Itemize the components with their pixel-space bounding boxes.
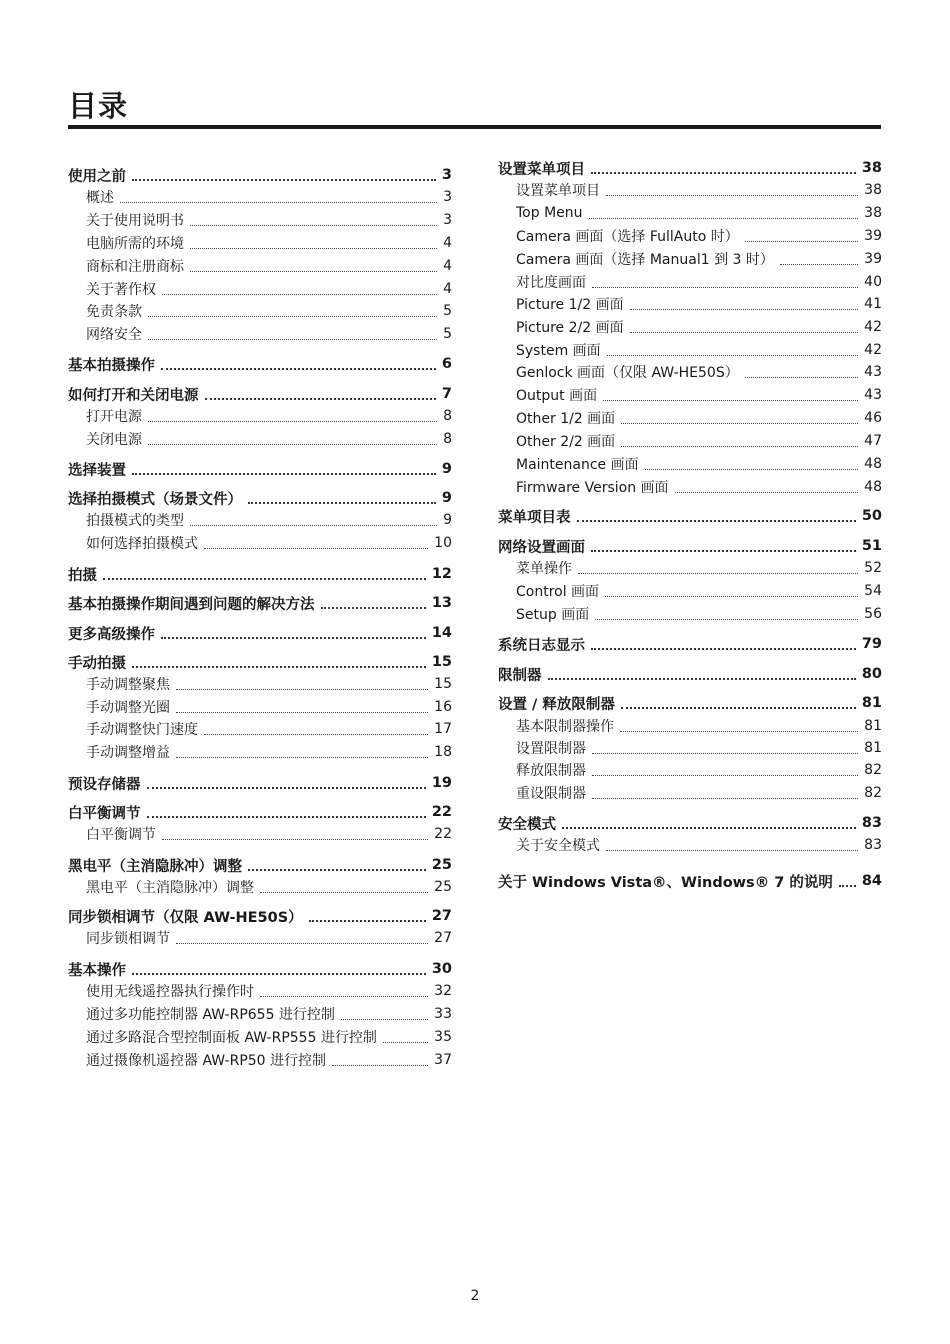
toc-entry-page: 5 xyxy=(443,303,452,319)
dot-leader xyxy=(548,672,856,680)
dot-leader xyxy=(562,821,856,829)
toc-entry-page: 3 xyxy=(443,189,452,205)
toc-entry-page: 9 xyxy=(441,461,452,477)
dot-leader xyxy=(780,258,858,265)
toc-entry-page: 83 xyxy=(861,815,882,831)
toc-entry-page: 40 xyxy=(864,274,882,290)
dot-leader xyxy=(176,937,428,944)
toc-entry-page: 82 xyxy=(864,785,882,801)
dot-leader xyxy=(321,601,426,609)
toc-entry-title: 基本操作 xyxy=(68,962,126,979)
dot-leader xyxy=(595,613,858,620)
dot-leader xyxy=(630,326,859,333)
toc-sub-entry[interactable] xyxy=(498,430,882,452)
toc-entry-title: 基本限制器操作 xyxy=(516,719,614,735)
toc-heading-entry[interactable] xyxy=(68,801,452,823)
toc-sub-entry[interactable] xyxy=(68,232,452,254)
toc-entry-title: 拍摄 xyxy=(68,567,97,584)
toc-entry-page: 46 xyxy=(864,410,882,426)
toc-entry-page: 3 xyxy=(443,212,452,228)
toc-entry-page: 22 xyxy=(434,826,452,842)
toc-heading-entry[interactable] xyxy=(498,157,882,179)
toc-sub-entry[interactable] xyxy=(498,580,882,602)
toc-entry-title: 如何打开和关闭电源 xyxy=(68,387,199,404)
toc-entry-title: 商标和注册商标 xyxy=(86,259,184,275)
toc-entry-page: 82 xyxy=(864,762,882,778)
toc-entry-page: 19 xyxy=(431,775,452,791)
toc-entry-page: 4 xyxy=(443,235,452,251)
dot-leader xyxy=(132,967,426,975)
dot-leader xyxy=(591,166,856,174)
toc-sub-entry[interactable] xyxy=(498,384,882,406)
dot-leader xyxy=(606,189,858,196)
toc-heading-entry[interactable] xyxy=(68,383,452,405)
toc-sub-entry[interactable] xyxy=(498,759,882,781)
dot-leader xyxy=(132,173,436,181)
toc-entry-title: Camera 画面（选择 FullAuto 时） xyxy=(516,229,739,245)
toc-sub-entry[interactable] xyxy=(68,428,452,450)
toc-entry-title: 系统日志显示 xyxy=(498,637,585,654)
toc-entry-title: 使用之前 xyxy=(68,168,126,185)
toc-heading-entry[interactable] xyxy=(68,622,452,644)
page-number: 2 xyxy=(470,1288,480,1304)
toc-entry-title: 更多高级操作 xyxy=(68,626,155,643)
dot-leader xyxy=(132,467,436,475)
dot-leader xyxy=(148,333,437,340)
toc-entry-page: 42 xyxy=(864,319,882,335)
dot-leader xyxy=(630,303,859,310)
dot-leader xyxy=(190,265,437,272)
dot-leader xyxy=(606,844,858,851)
toc-entry-page: 30 xyxy=(431,961,452,977)
toc-entry-title: 关于 Windows Vista®、Windows® 7 的说明 xyxy=(498,874,833,891)
dot-leader xyxy=(120,196,437,203)
toc-entry-title: 手动调整快门速度 xyxy=(86,722,198,738)
toc-entry-page: 81 xyxy=(864,718,882,734)
dot-leader xyxy=(161,631,426,639)
toc-entry-title: 选择装置 xyxy=(68,462,126,479)
toc-heading-entry[interactable] xyxy=(68,353,452,375)
dot-leader xyxy=(839,879,856,887)
dot-leader xyxy=(103,572,426,580)
toc-sub-entry[interactable] xyxy=(498,339,882,361)
toc-entry-page: 25 xyxy=(434,879,452,895)
toc-sub-entry[interactable] xyxy=(68,209,452,231)
dot-leader xyxy=(309,914,426,922)
toc-entry-page: 39 xyxy=(864,228,882,244)
dot-leader xyxy=(603,394,858,401)
toc-entry-title: 选择拍摄模式（场景文件） xyxy=(68,491,242,508)
toc-entry-title: 重设限制器 xyxy=(516,786,586,802)
toc-entry-page: 7 xyxy=(441,386,452,402)
toc-sub-entry[interactable] xyxy=(498,225,882,247)
toc-entry-page: 16 xyxy=(434,699,452,715)
toc-entry-page: 79 xyxy=(861,636,882,652)
dot-leader xyxy=(675,486,859,493)
toc-sub-entry[interactable] xyxy=(498,453,882,475)
toc-heading-entry[interactable] xyxy=(498,633,882,655)
toc-entry-page: 9 xyxy=(441,490,452,506)
dot-leader xyxy=(248,863,426,871)
toc-heading-entry[interactable] xyxy=(68,958,452,980)
toc-entry-page: 51 xyxy=(861,538,882,554)
toc-entry-page: 27 xyxy=(434,930,452,946)
dot-leader xyxy=(248,496,436,504)
toc-entry-title: Other 1/2 画面 xyxy=(516,411,616,427)
toc-entry-title: 通过摄像机遥控器 AW-RP50 进行控制 xyxy=(86,1053,327,1069)
toc-sub-entry[interactable] xyxy=(68,300,452,322)
toc-entry-page: 41 xyxy=(864,296,882,312)
toc-sub-entry[interactable] xyxy=(68,186,452,208)
toc-entry-page: 6 xyxy=(441,356,452,372)
dot-leader xyxy=(592,281,858,288)
toc-sub-entry[interactable] xyxy=(68,255,452,277)
toc-sub-entry[interactable] xyxy=(68,1026,452,1048)
toc-entry-page: 25 xyxy=(431,857,452,873)
dot-leader xyxy=(592,747,858,754)
page-title: 目录 xyxy=(68,89,129,123)
dot-leader xyxy=(148,415,437,422)
toc-entry-title: 打开电源 xyxy=(86,409,142,425)
toc-entry-page: 8 xyxy=(443,408,452,424)
toc-sub-entry[interactable] xyxy=(498,782,882,804)
toc-entry-page: 37 xyxy=(434,1052,452,1068)
toc-entry-title: Setup 画面 xyxy=(516,607,590,623)
toc-heading-entry[interactable] xyxy=(498,870,882,892)
toc-entry-title: 网络设置画面 xyxy=(498,539,585,556)
dot-leader xyxy=(190,519,437,526)
toc-entry-title: Maintenance 画面 xyxy=(516,457,639,473)
dot-leader xyxy=(592,769,858,776)
toc-entry-title: 设置菜单项目 xyxy=(516,183,600,199)
toc-entry-title: 拍摄模式的类型 xyxy=(86,513,184,529)
toc-heading-entry[interactable] xyxy=(498,663,882,685)
toc-sub-entry[interactable] xyxy=(498,316,882,338)
toc-entry-page: 48 xyxy=(864,456,882,472)
toc-entry-title: Picture 2/2 画面 xyxy=(516,320,624,336)
toc-entry-title: 关于著作权 xyxy=(86,282,156,298)
toc-heading-entry[interactable] xyxy=(498,812,882,834)
toc-entry-page: 52 xyxy=(864,560,882,576)
toc-heading-entry[interactable] xyxy=(498,505,882,527)
toc-heading-entry[interactable] xyxy=(68,563,452,585)
dot-leader xyxy=(162,833,428,840)
dot-leader xyxy=(161,362,436,370)
toc-entry-title: 设置限制器 xyxy=(516,741,586,757)
toc-entry-page: 43 xyxy=(864,364,882,380)
toc-sub-entry[interactable] xyxy=(68,718,452,740)
toc-entry-title: 白平衡调节 xyxy=(86,827,156,843)
toc-entry-page: 47 xyxy=(864,433,882,449)
dot-leader xyxy=(204,728,428,735)
dot-leader xyxy=(745,371,858,378)
toc-entry-title: 同步锁相调节（仅限 AW-HE50S） xyxy=(68,909,303,926)
toc-entry-page: 4 xyxy=(443,258,452,274)
toc-entry-page: 56 xyxy=(864,606,882,622)
toc-entry-title: 白平衡调节 xyxy=(68,805,141,822)
toc-heading-entry[interactable] xyxy=(498,692,882,714)
dot-leader xyxy=(132,660,426,668)
dot-leader xyxy=(260,886,428,893)
dot-leader xyxy=(190,219,437,226)
toc-entry-title: 使用无线遥控器执行操作时 xyxy=(86,984,254,1000)
toc-heading-entry[interactable] xyxy=(68,458,452,480)
toc-sub-entry[interactable] xyxy=(68,696,452,718)
dot-leader xyxy=(204,542,428,549)
toc-sub-entry[interactable] xyxy=(68,1003,452,1025)
toc-heading-entry[interactable] xyxy=(68,592,452,614)
dot-leader xyxy=(176,683,428,690)
dot-leader xyxy=(591,642,856,650)
toc-sub-entry[interactable] xyxy=(498,248,882,270)
toc-entry-page: 38 xyxy=(864,182,882,198)
toc-entry-title: 预设存储器 xyxy=(68,776,141,793)
toc-entry-title: 菜单操作 xyxy=(516,561,572,577)
toc-entry-page: 12 xyxy=(431,566,452,582)
toc-sub-entry[interactable] xyxy=(498,715,882,737)
toc-entry-title: 手动调整光圈 xyxy=(86,700,170,716)
toc-entry-page: 10 xyxy=(434,535,452,551)
toc-entry-page: 5 xyxy=(443,326,452,342)
toc-sub-entry[interactable] xyxy=(498,271,882,293)
toc-sub-entry[interactable] xyxy=(498,557,882,579)
toc-entry-title: 设置 / 释放限制器 xyxy=(498,696,615,713)
toc-sub-entry[interactable] xyxy=(68,741,452,763)
toc-sub-entry[interactable] xyxy=(498,202,882,224)
toc-sub-entry[interactable] xyxy=(498,737,882,759)
toc-entry-page: 18 xyxy=(434,744,452,760)
toc-entry-page: 38 xyxy=(861,160,882,176)
dot-leader xyxy=(589,212,859,219)
toc-entry-page: 4 xyxy=(443,281,452,297)
toc-entry-title: Control 画面 xyxy=(516,584,600,600)
toc-sub-entry[interactable] xyxy=(498,407,882,429)
toc-entry-page: 50 xyxy=(861,508,882,524)
title-rule xyxy=(68,125,881,129)
toc-entry-title: 通过多路混合型控制面板 AW-RP555 进行控制 xyxy=(86,1030,377,1046)
toc-entry-page: 81 xyxy=(864,740,882,756)
toc-entry-page: 48 xyxy=(864,479,882,495)
toc-entry-title: Firmware Version 画面 xyxy=(516,480,669,496)
toc-entry-title: 基本拍摄操作期间遇到问题的解决方法 xyxy=(68,596,315,613)
toc-entry-title: System 画面 xyxy=(516,343,601,359)
toc-entry-title: Output 画面 xyxy=(516,388,598,404)
toc-sub-entry[interactable] xyxy=(498,603,882,625)
toc-entry-title: 黑电平（主消隐脉冲）调整 xyxy=(68,858,242,875)
toc-heading-entry[interactable] xyxy=(68,487,452,509)
toc-entry-title: 关于使用说明书 xyxy=(86,213,184,229)
toc-entry-page: 15 xyxy=(434,676,452,692)
toc-heading-entry[interactable] xyxy=(68,651,452,673)
toc-entry-page: 84 xyxy=(861,873,882,889)
toc-entry-title: 电脑所需的环境 xyxy=(86,236,184,252)
dot-leader xyxy=(745,235,858,242)
dot-leader xyxy=(341,1013,428,1020)
toc-entry-page: 32 xyxy=(434,983,452,999)
dot-leader xyxy=(147,781,426,789)
toc-entry-title: 手动调整增益 xyxy=(86,745,170,761)
dot-leader xyxy=(162,288,437,295)
toc-entry-title: Picture 1/2 画面 xyxy=(516,297,624,313)
dot-leader xyxy=(605,590,858,597)
toc-entry-page: 13 xyxy=(431,595,452,611)
toc-heading-entry[interactable] xyxy=(68,854,452,876)
toc-entry-title: 网络安全 xyxy=(86,327,142,343)
dot-leader xyxy=(621,701,856,709)
toc-entry-title: 关闭电源 xyxy=(86,432,142,448)
toc-entry-title: 限制器 xyxy=(498,667,542,684)
dot-leader xyxy=(176,706,428,713)
dot-leader xyxy=(176,751,428,758)
toc-entry-page: 33 xyxy=(434,1006,452,1022)
toc-entry-title: 关于安全模式 xyxy=(516,838,600,854)
toc-entry-title: 释放限制器 xyxy=(516,763,586,779)
toc-entry-title: 如何选择拍摄模式 xyxy=(86,536,198,552)
toc-entry-title: 概述 xyxy=(86,190,114,206)
toc-entry-title: 菜单项目表 xyxy=(498,509,571,526)
toc-entry-title: Camera 画面（选择 Manual1 到 3 时） xyxy=(516,252,774,268)
toc-sub-entry[interactable] xyxy=(68,927,452,949)
dot-leader xyxy=(383,1036,428,1043)
toc-entry-title: Other 2/2 画面 xyxy=(516,434,616,450)
dot-leader xyxy=(148,310,437,317)
toc-sub-entry[interactable] xyxy=(498,476,882,498)
toc-entry-page: 8 xyxy=(443,431,452,447)
toc-entry-page: 35 xyxy=(434,1029,452,1045)
toc-sub-entry[interactable] xyxy=(68,1049,452,1071)
toc-entry-page: 22 xyxy=(431,804,452,820)
toc-entry-page: 38 xyxy=(864,205,882,221)
toc-entry-title: 手动拍摄 xyxy=(68,655,126,672)
toc-sub-entry[interactable] xyxy=(68,405,452,427)
dot-leader xyxy=(205,392,436,400)
dot-leader xyxy=(621,440,858,447)
toc-entry-title: 免责条款 xyxy=(86,304,142,320)
toc-sub-entry[interactable] xyxy=(68,980,452,1002)
toc-entry-title: 同步锁相调节 xyxy=(86,931,170,947)
toc-sub-entry[interactable] xyxy=(68,509,452,531)
toc-entry-page: 3 xyxy=(441,167,452,183)
toc-entry-page: 9 xyxy=(443,512,452,528)
toc-sub-entry[interactable] xyxy=(498,293,882,315)
toc-entry-page: 83 xyxy=(864,837,882,853)
toc-sub-entry[interactable] xyxy=(68,823,452,845)
dot-leader xyxy=(621,417,858,424)
dot-leader xyxy=(260,990,428,997)
toc-heading-entry[interactable] xyxy=(498,535,882,557)
toc-entry-title: Genlock 画面（仅限 AW-HE50S） xyxy=(516,365,739,381)
dot-leader xyxy=(578,567,858,574)
dot-leader xyxy=(332,1059,428,1066)
toc-entry-page: 39 xyxy=(864,251,882,267)
toc-sub-entry[interactable] xyxy=(68,323,452,345)
toc-entry-title: 设置菜单项目 xyxy=(498,161,585,178)
toc-heading-entry[interactable] xyxy=(68,772,452,794)
toc-entry-page: 54 xyxy=(864,583,882,599)
toc-heading-entry[interactable] xyxy=(68,164,452,186)
dot-leader xyxy=(620,725,858,732)
dot-leader xyxy=(577,514,856,522)
toc-entry-title: Top Menu xyxy=(516,205,583,221)
toc-entry-page: 17 xyxy=(434,721,452,737)
dot-leader xyxy=(190,242,437,249)
toc-entry-page: 42 xyxy=(864,342,882,358)
toc-entry-title: 通过多功能控制器 AW-RP655 进行控制 xyxy=(86,1007,335,1023)
toc-entry-page: 43 xyxy=(864,387,882,403)
toc-heading-entry[interactable] xyxy=(68,905,452,927)
dot-leader xyxy=(148,438,437,445)
dot-leader xyxy=(645,463,859,470)
toc-entry-page: 81 xyxy=(861,695,882,711)
toc-entry-title: 安全模式 xyxy=(498,816,556,833)
toc-sub-entry[interactable] xyxy=(68,673,452,695)
dot-leader xyxy=(607,349,859,356)
dot-leader xyxy=(592,792,858,799)
toc-sub-entry[interactable] xyxy=(68,532,452,554)
toc-sub-entry[interactable] xyxy=(68,278,452,300)
toc-entry-title: 基本拍摄操作 xyxy=(68,357,155,374)
toc-entry-page: 15 xyxy=(431,654,452,670)
toc-sub-entry[interactable] xyxy=(68,876,452,898)
toc-sub-entry[interactable] xyxy=(498,179,882,201)
dot-leader xyxy=(147,810,426,818)
toc-sub-entry[interactable] xyxy=(498,834,882,856)
dot-leader xyxy=(591,544,856,552)
toc-entry-page: 80 xyxy=(861,666,882,682)
toc-entry-title: 手动调整聚焦 xyxy=(86,677,170,693)
toc-sub-entry[interactable] xyxy=(498,361,882,383)
toc-entry-title: 对比度画面 xyxy=(516,275,586,291)
toc-entry-page: 27 xyxy=(431,908,452,924)
toc-entry-page: 14 xyxy=(431,625,452,641)
toc-entry-title: 黑电平（主消隐脉冲）调整 xyxy=(86,880,254,896)
